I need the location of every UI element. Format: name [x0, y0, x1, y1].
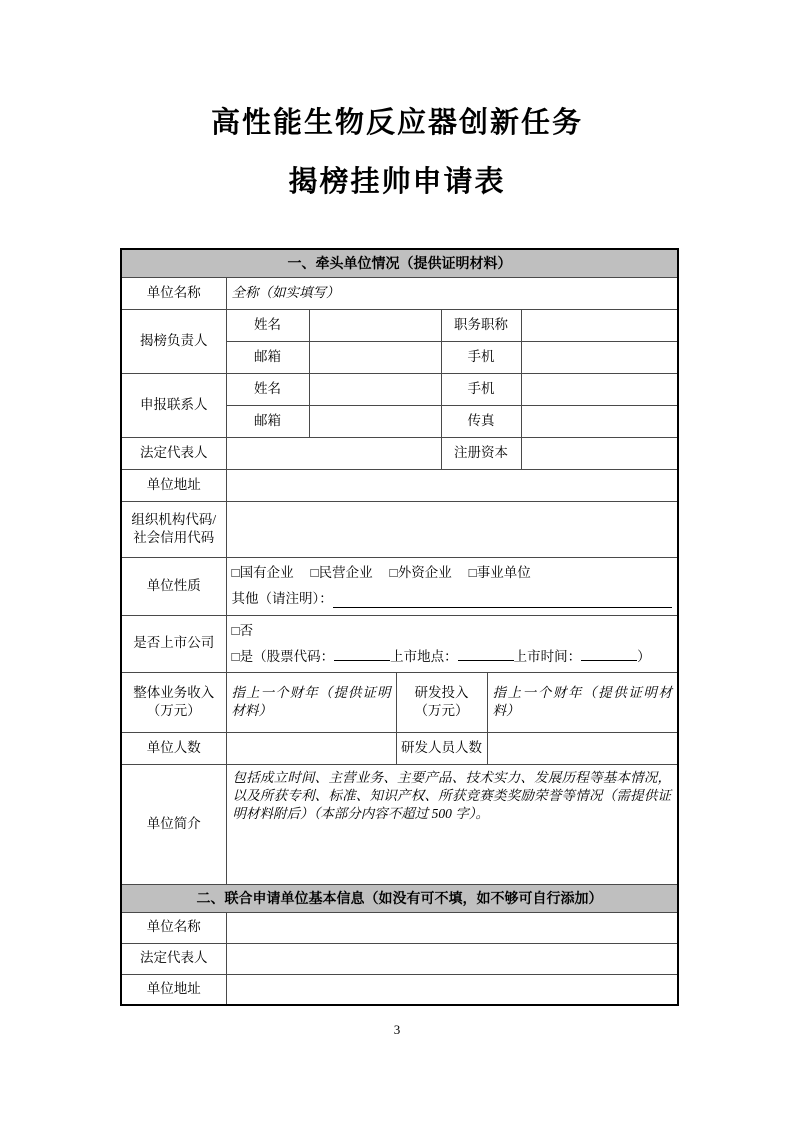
headcount-label: 单位人数: [121, 732, 226, 764]
revenue-input[interactable]: 指上一个财年（提供证明材料）: [226, 672, 396, 732]
leader-email-input[interactable]: [309, 341, 441, 373]
address-label: 单位地址: [121, 469, 226, 501]
listing-time-label: 上市时间：: [513, 648, 582, 664]
address-input[interactable]: [226, 469, 678, 501]
leader-title-label: 职务职称: [441, 309, 521, 341]
contact-mobile-input[interactable]: [521, 373, 678, 405]
s2-address-label: 单位地址: [121, 974, 226, 1005]
leader-label: 揭榜负责人: [121, 309, 226, 373]
listing-place-label: 上市地点：: [390, 648, 458, 664]
table-row: [121, 732, 678, 764]
contact-fax-input[interactable]: [521, 405, 678, 437]
form-title-line2: 揭榜挂帅申请表: [288, 165, 506, 198]
leader-mobile-input[interactable]: [521, 341, 678, 373]
table-row: [121, 501, 678, 557]
listing-place-blank[interactable]: [458, 647, 514, 661]
rnd-input[interactable]: 指上一个财年（提供证明材料）: [487, 672, 678, 732]
leader-name-input[interactable]: [309, 309, 441, 341]
s2-legal-rep-label: 法定代表人: [121, 943, 226, 974]
contact-label: 申报联系人: [121, 373, 226, 437]
revenue-label-line2: （万元）: [146, 703, 201, 718]
unit-name-input[interactable]: 全称（如实填写）: [226, 277, 678, 309]
listed-yes-suffix: ）: [637, 648, 651, 664]
section2-header-row: [121, 884, 678, 912]
form-title-line1: 高性能生物反应器创新任务: [210, 107, 583, 139]
leader-email-label: 邮箱: [226, 341, 309, 373]
org-code-label: [121, 501, 226, 557]
section1-header-row: [121, 249, 678, 277]
page-number: 3: [393, 1022, 401, 1037]
application-form-table: [120, 248, 679, 1006]
contact-email-label: 邮箱: [226, 405, 309, 437]
revenue-label: [121, 672, 226, 732]
listed-label: 是否上市公司: [121, 615, 226, 672]
unit-nature-options[interactable]: □国有企业 □民营企业 □外资企业 □事业单位: [231, 565, 531, 580]
section1-header: 一、牵头单位情况（提供证明材料）: [121, 249, 678, 277]
s2-address-input[interactable]: [226, 974, 678, 1005]
table-row: [121, 672, 678, 732]
unit-nature-other-blank[interactable]: [333, 588, 672, 608]
contact-name-label: 姓名: [226, 373, 309, 405]
org-code-input[interactable]: [226, 501, 678, 557]
listed-no-checkbox[interactable]: □否: [231, 622, 254, 638]
table-row: [121, 277, 678, 309]
profile-input[interactable]: 包括成立时间、主营业务、主要产品、技术实力、发展历程等基本情况，以及所获专利、标准、知识产权、所获竞赛类奖励荣誉等情况（需提供证明材料附后）（本部分内容不超过 500 字）。: [226, 764, 678, 884]
form-title: [0, 0, 794, 200]
contact-name-input[interactable]: [309, 373, 441, 405]
unit-nature-other-label: 其他（请注明）：: [231, 591, 333, 606]
contact-mobile-label: 手机: [441, 373, 521, 405]
table-row: [121, 912, 678, 943]
contact-fax-label: 传真: [441, 405, 521, 437]
revenue-label-line1: 整体业务收入: [133, 684, 215, 700]
headcount-input[interactable]: [226, 732, 396, 764]
listed-yes-checkbox[interactable]: □是（股票代码：: [231, 648, 335, 664]
org-code-label-line2: 社会信用代码: [133, 530, 215, 545]
s2-unit-name-label: 单位名称: [121, 912, 226, 943]
rnd-label-line1: 研发投入: [414, 684, 469, 700]
contact-email-input[interactable]: [309, 405, 441, 437]
table-row: [121, 437, 678, 469]
rnd-label-line2: （万元）: [414, 703, 469, 718]
table-row: [121, 557, 678, 615]
table-row: [121, 615, 678, 672]
table-row: [121, 764, 678, 884]
table-row: [121, 974, 678, 1005]
reg-capital-label: 注册资本: [441, 437, 521, 469]
reg-capital-input[interactable]: [521, 437, 678, 469]
listed-cell: [226, 615, 678, 672]
leader-title-input[interactable]: [521, 309, 678, 341]
org-code-label-line1: 组织机构代码/: [131, 511, 217, 527]
profile-label: 单位简介: [121, 764, 226, 884]
rnd-label: [396, 672, 487, 732]
section2-header: 二、联合申请单位基本信息（如没有可不填，如不够可自行添加）: [121, 884, 678, 912]
unit-nature-label: 单位性质: [121, 557, 226, 615]
listed-yes-line: [232, 644, 673, 670]
listing-time-blank[interactable]: [581, 647, 637, 661]
s2-legal-rep-input[interactable]: [226, 943, 678, 974]
stock-code-blank[interactable]: [334, 647, 390, 661]
leader-name-label: 姓名: [226, 309, 309, 341]
rnd-headcount-input[interactable]: [487, 732, 678, 764]
s2-unit-name-input[interactable]: [226, 912, 678, 943]
table-row: [121, 469, 678, 501]
table-row: [121, 943, 678, 974]
legal-rep-label: 法定代表人: [121, 437, 226, 469]
unit-name-label: 单位名称: [121, 277, 226, 309]
rnd-headcount-label: 研发人员人数: [396, 732, 487, 764]
legal-rep-input[interactable]: [226, 437, 441, 469]
leader-mobile-label: 手机: [441, 341, 521, 373]
table-row: [121, 309, 678, 341]
table-row: [121, 373, 678, 405]
unit-nature-cell: [226, 557, 678, 615]
